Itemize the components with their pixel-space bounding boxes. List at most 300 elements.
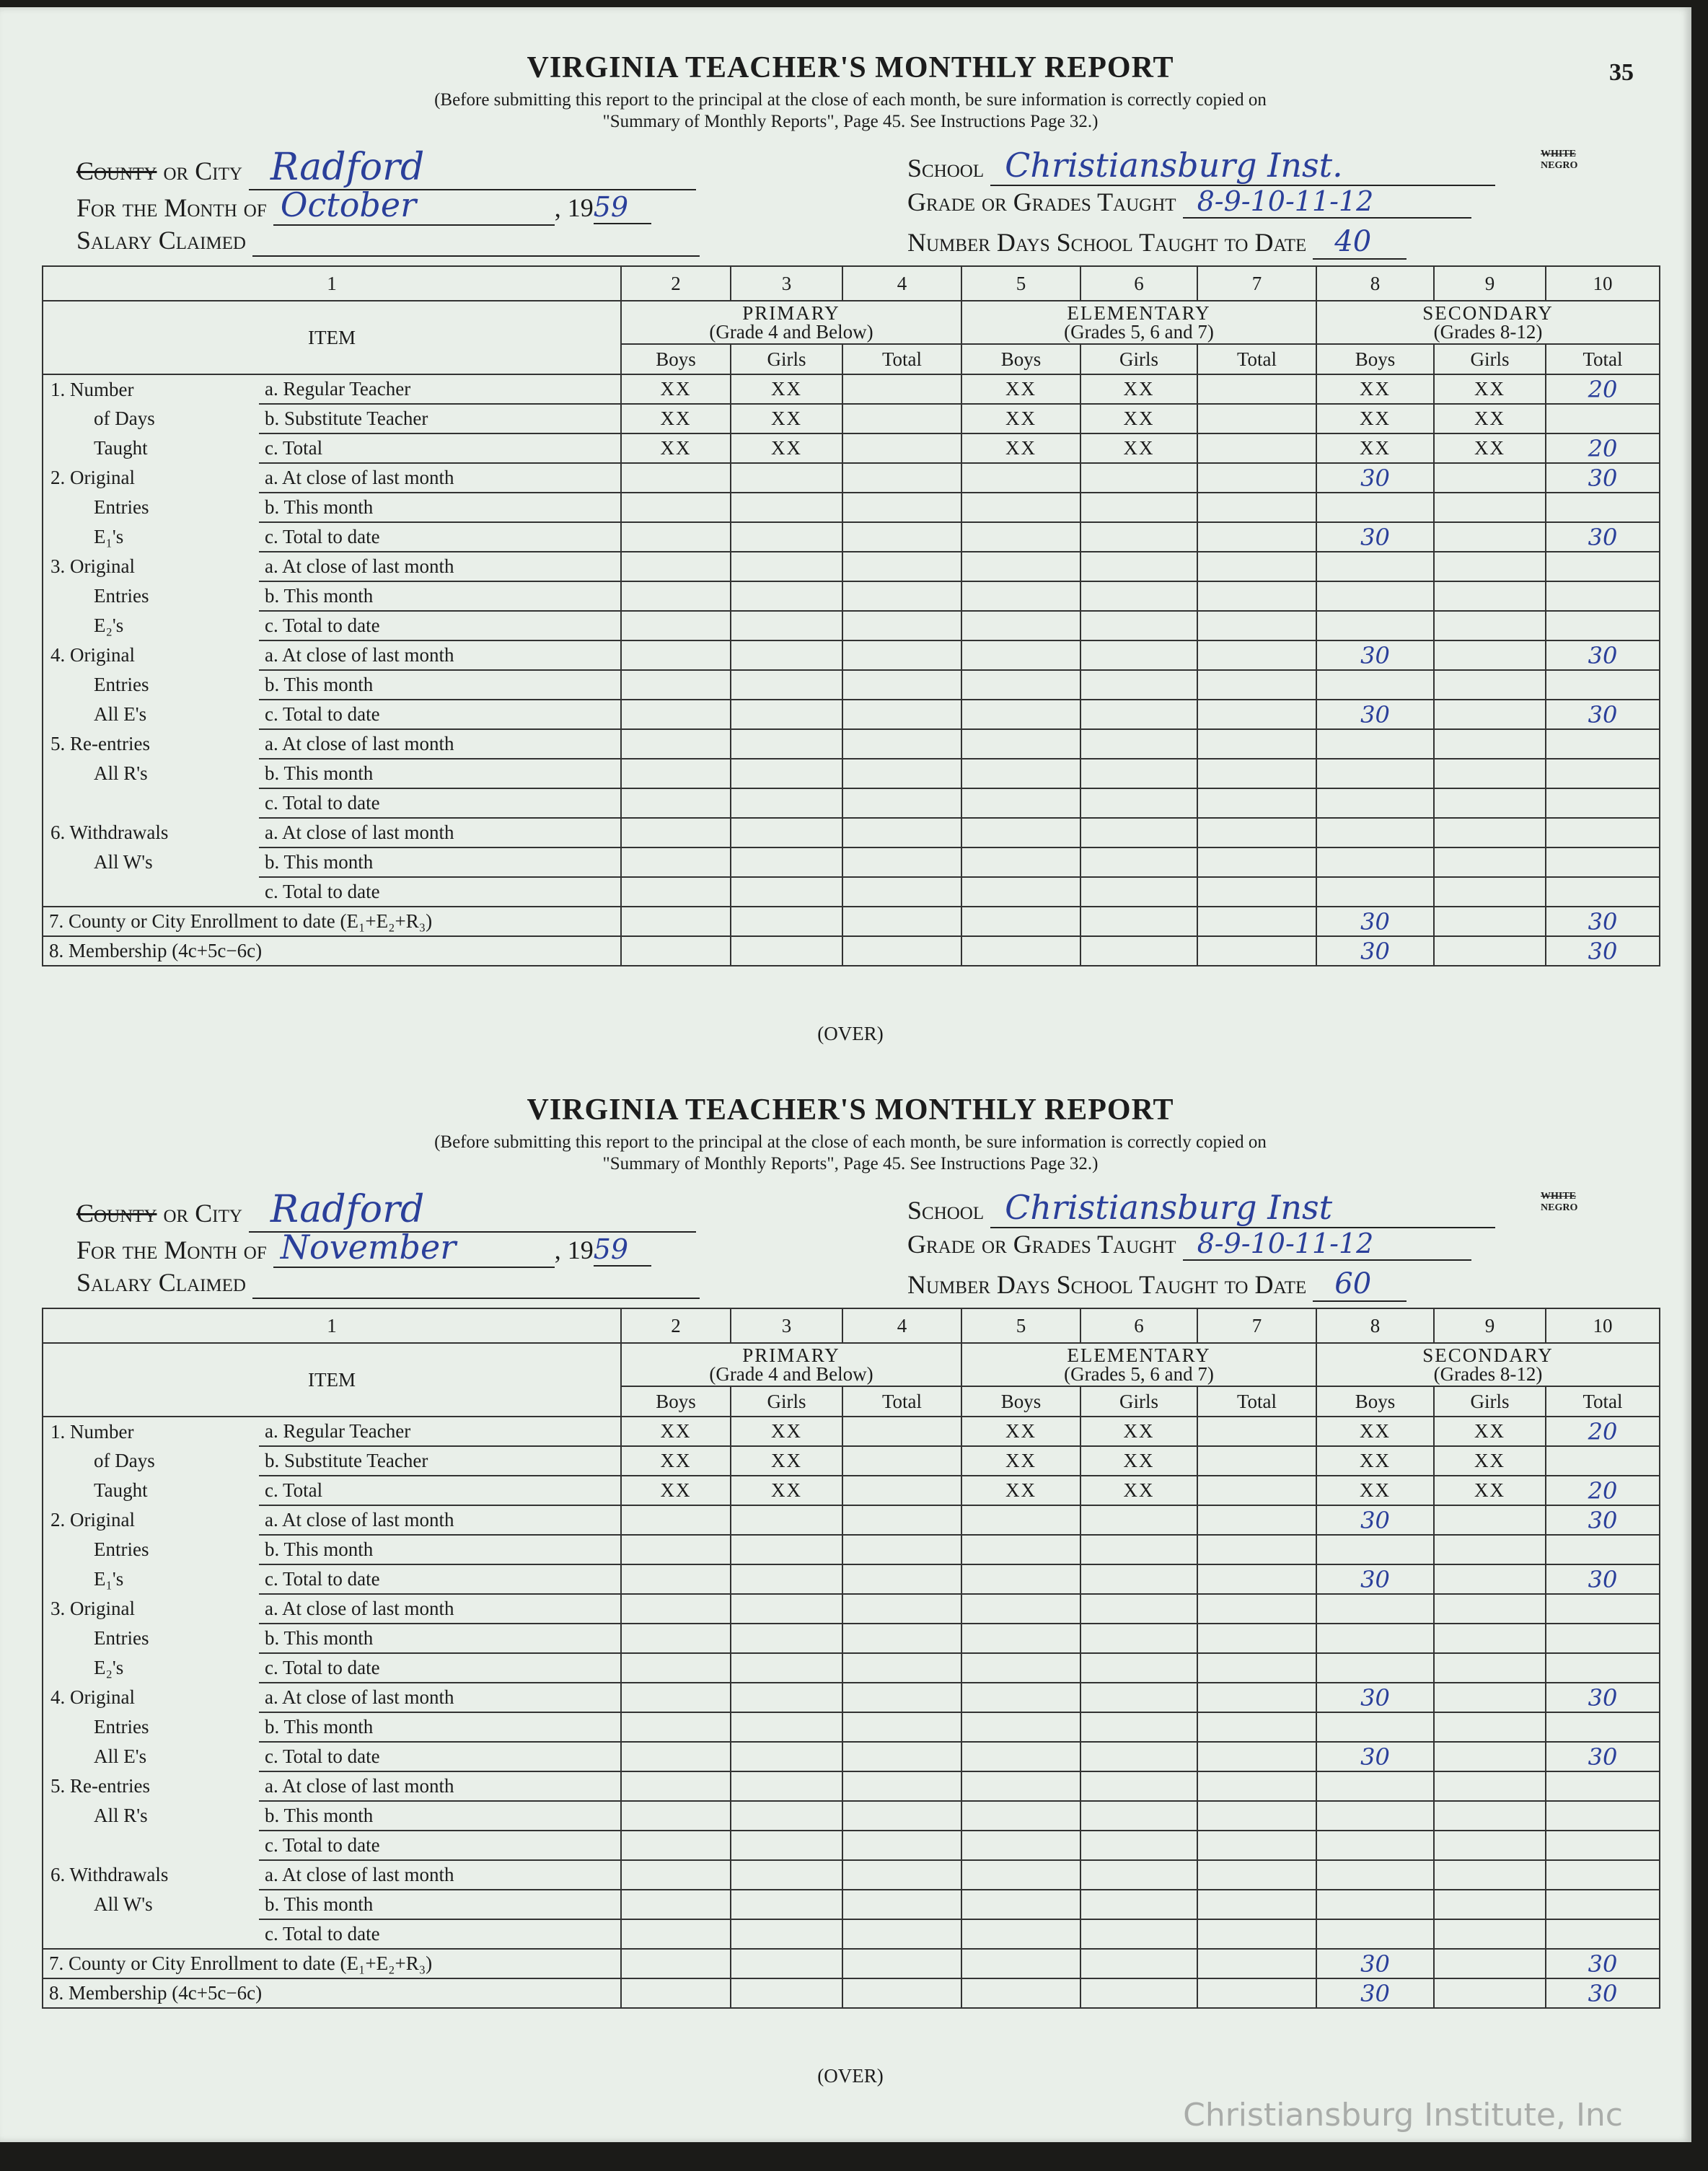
table-cell[interactable] — [731, 1978, 842, 2008]
table-cell[interactable]: 30 — [1316, 700, 1434, 729]
table-cell[interactable] — [1197, 1476, 1316, 1505]
table-cell[interactable] — [1546, 1446, 1660, 1476]
table-cell[interactable] — [842, 1742, 961, 1771]
table-cell[interactable]: 30 — [1546, 1505, 1660, 1535]
table-cell[interactable] — [842, 907, 961, 936]
table-cell[interactable] — [1080, 1831, 1197, 1860]
table-cell[interactable] — [731, 1890, 842, 1919]
table-cell[interactable] — [842, 1949, 961, 1978]
table-cell[interactable] — [1434, 670, 1546, 700]
table-cell[interactable] — [1080, 1712, 1197, 1742]
table-cell[interactable] — [842, 1594, 961, 1624]
table-cell[interactable] — [842, 1564, 961, 1594]
table-cell[interactable] — [1434, 611, 1546, 640]
table-cell[interactable] — [621, 670, 731, 700]
table-cell[interactable] — [1434, 1564, 1546, 1594]
table-cell[interactable]: 30 — [1316, 1978, 1434, 2008]
table-cell[interactable] — [842, 581, 961, 611]
table-cell[interactable] — [961, 1712, 1080, 1742]
table-cell[interactable]: 30 — [1546, 1683, 1660, 1712]
table-cell[interactable] — [1197, 433, 1316, 463]
table-cell[interactable] — [731, 552, 842, 581]
table-cell[interactable]: XX — [621, 374, 731, 404]
table-cell[interactable] — [731, 788, 842, 818]
table-cell[interactable] — [731, 759, 842, 788]
table-cell[interactable] — [842, 1771, 961, 1801]
table-cell[interactable]: XX — [1080, 1476, 1197, 1505]
table-cell[interactable] — [621, 1505, 731, 1535]
table-cell[interactable] — [731, 1860, 842, 1890]
table-cell[interactable] — [1434, 1949, 1546, 1978]
table-cell[interactable]: XX — [621, 1417, 731, 1446]
table-cell[interactable] — [1546, 1890, 1660, 1919]
table-cell[interactable] — [1316, 1801, 1434, 1831]
table-cell[interactable] — [1197, 1890, 1316, 1919]
table-cell[interactable] — [1546, 611, 1660, 640]
table-cell[interactable] — [1197, 1624, 1316, 1653]
table-cell[interactable] — [1197, 1742, 1316, 1771]
table-cell[interactable] — [1546, 847, 1660, 877]
table-cell[interactable] — [842, 552, 961, 581]
table-cell[interactable] — [1197, 404, 1316, 433]
table-cell[interactable] — [621, 936, 731, 966]
table-cell[interactable] — [731, 729, 842, 759]
table-cell[interactable] — [731, 463, 842, 493]
table-cell[interactable]: XX — [731, 433, 842, 463]
table-cell[interactable] — [1080, 907, 1197, 936]
table-cell[interactable] — [1080, 611, 1197, 640]
table-cell[interactable]: XX — [961, 1476, 1080, 1505]
table-cell[interactable] — [842, 640, 961, 670]
table-cell[interactable]: 30 — [1316, 1742, 1434, 1771]
table-cell[interactable] — [731, 611, 842, 640]
table-cell[interactable] — [731, 1831, 842, 1860]
table-cell[interactable]: XX — [1316, 1446, 1434, 1476]
table-cell[interactable] — [1080, 936, 1197, 966]
table-cell[interactable] — [842, 1801, 961, 1831]
table-cell[interactable] — [842, 877, 961, 907]
table-cell[interactable] — [842, 1476, 961, 1505]
table-cell[interactable] — [621, 1978, 731, 2008]
table-cell[interactable] — [621, 611, 731, 640]
table-cell[interactable] — [1316, 1860, 1434, 1890]
table-cell[interactable] — [842, 1446, 961, 1476]
table-cell[interactable] — [1080, 1535, 1197, 1564]
table-cell[interactable] — [621, 1801, 731, 1831]
table-cell[interactable] — [1434, 936, 1546, 966]
table-cell[interactable]: XX — [1080, 374, 1197, 404]
table-cell[interactable]: XX — [961, 404, 1080, 433]
table-cell[interactable] — [621, 640, 731, 670]
table-cell[interactable]: 30 — [1546, 907, 1660, 936]
table-cell[interactable] — [1434, 1860, 1546, 1890]
table-cell[interactable] — [961, 581, 1080, 611]
table-cell[interactable] — [621, 1860, 731, 1890]
table-cell[interactable] — [1546, 1860, 1660, 1890]
table-cell[interactable] — [1197, 611, 1316, 640]
table-cell[interactable] — [621, 581, 731, 611]
table-cell[interactable] — [1080, 729, 1197, 759]
table-cell[interactable] — [961, 936, 1080, 966]
table-cell[interactable] — [842, 1831, 961, 1860]
table-cell[interactable] — [1546, 729, 1660, 759]
table-cell[interactable] — [1434, 463, 1546, 493]
table-cell[interactable] — [961, 1594, 1080, 1624]
table-cell[interactable]: XX — [1434, 1446, 1546, 1476]
table-cell[interactable] — [731, 847, 842, 877]
table-cell[interactable] — [621, 1742, 731, 1771]
table-cell[interactable]: XX — [1434, 1417, 1546, 1446]
table-cell[interactable] — [842, 404, 961, 433]
table-cell[interactable] — [1197, 1446, 1316, 1476]
table-cell[interactable]: 30 — [1546, 1949, 1660, 1978]
table-cell[interactable] — [1546, 1594, 1660, 1624]
table-cell[interactable] — [1197, 1417, 1316, 1446]
table-cell[interactable] — [961, 1535, 1080, 1564]
table-cell[interactable] — [1197, 1801, 1316, 1831]
table-cell[interactable] — [1080, 818, 1197, 847]
table-cell[interactable] — [1080, 493, 1197, 522]
table-cell[interactable] — [731, 700, 842, 729]
table-cell[interactable] — [842, 936, 961, 966]
table-cell[interactable]: 30 — [1546, 522, 1660, 552]
table-cell[interactable] — [1434, 847, 1546, 877]
table-cell[interactable] — [1434, 552, 1546, 581]
table-cell[interactable] — [1546, 493, 1660, 522]
table-cell[interactable] — [1546, 1712, 1660, 1742]
table-cell[interactable] — [731, 670, 842, 700]
table-cell[interactable] — [621, 1890, 731, 1919]
table-cell[interactable]: XX — [621, 404, 731, 433]
table-cell[interactable] — [621, 1564, 731, 1594]
table-cell[interactable]: 30 — [1316, 1949, 1434, 1978]
table-cell[interactable]: 30 — [1316, 640, 1434, 670]
table-cell[interactable] — [621, 1919, 731, 1949]
table-cell[interactable] — [621, 1535, 731, 1564]
table-cell[interactable] — [961, 552, 1080, 581]
table-cell[interactable] — [1197, 1919, 1316, 1949]
table-cell[interactable] — [961, 611, 1080, 640]
table-cell[interactable]: XX — [1316, 374, 1434, 404]
table-cell[interactable] — [1197, 1978, 1316, 2008]
table-cell[interactable] — [1197, 759, 1316, 788]
table-cell[interactable] — [1080, 1742, 1197, 1771]
table-cell[interactable] — [1434, 1831, 1546, 1860]
table-cell[interactable] — [1434, 1505, 1546, 1535]
table-cell[interactable] — [1080, 1564, 1197, 1594]
table-cell[interactable] — [961, 1624, 1080, 1653]
table-cell[interactable]: 20 — [1546, 1417, 1660, 1446]
table-cell[interactable] — [621, 818, 731, 847]
table-cell[interactable] — [842, 374, 961, 404]
table-cell[interactable] — [1546, 581, 1660, 611]
table-cell[interactable] — [1546, 877, 1660, 907]
table-cell[interactable] — [1080, 759, 1197, 788]
table-cell[interactable]: XX — [1434, 374, 1546, 404]
table-cell[interactable] — [731, 493, 842, 522]
table-cell[interactable]: XX — [961, 1446, 1080, 1476]
table-cell[interactable] — [961, 1683, 1080, 1712]
table-cell[interactable]: XX — [1080, 404, 1197, 433]
table-cell[interactable] — [961, 907, 1080, 936]
table-cell[interactable] — [1080, 1919, 1197, 1949]
table-cell[interactable] — [1316, 847, 1434, 877]
table-cell[interactable]: XX — [731, 1446, 842, 1476]
table-cell[interactable] — [1197, 847, 1316, 877]
table-cell[interactable] — [1197, 463, 1316, 493]
table-cell[interactable] — [731, 522, 842, 552]
table-cell[interactable] — [1080, 700, 1197, 729]
table-cell[interactable] — [1197, 700, 1316, 729]
table-cell[interactable] — [842, 729, 961, 759]
table-cell[interactable] — [1434, 877, 1546, 907]
table-cell[interactable] — [961, 1505, 1080, 1535]
table-cell[interactable]: XX — [1434, 404, 1546, 433]
table-cell[interactable] — [1197, 1564, 1316, 1594]
table-cell[interactable]: XX — [731, 1417, 842, 1446]
table-cell[interactable]: 30 — [1546, 463, 1660, 493]
table-cell[interactable] — [621, 552, 731, 581]
table-cell[interactable]: XX — [1434, 1476, 1546, 1505]
table-cell[interactable]: XX — [731, 1476, 842, 1505]
table-cell[interactable]: XX — [621, 1446, 731, 1476]
table-cell[interactable] — [961, 759, 1080, 788]
table-cell[interactable] — [621, 877, 731, 907]
table-cell[interactable] — [621, 1653, 731, 1683]
table-cell[interactable] — [731, 877, 842, 907]
table-cell[interactable] — [1080, 1978, 1197, 2008]
table-cell[interactable] — [731, 1683, 842, 1712]
table-cell[interactable] — [961, 847, 1080, 877]
table-cell[interactable] — [842, 463, 961, 493]
table-cell[interactable] — [1197, 1831, 1316, 1860]
table-cell[interactable] — [961, 729, 1080, 759]
table-cell[interactable]: XX — [1080, 1417, 1197, 1446]
table-cell[interactable]: XX — [731, 374, 842, 404]
table-cell[interactable] — [1197, 1949, 1316, 1978]
table-cell[interactable] — [961, 1831, 1080, 1860]
table-cell[interactable] — [1197, 818, 1316, 847]
table-cell[interactable] — [1080, 522, 1197, 552]
table-cell[interactable] — [1080, 1653, 1197, 1683]
table-cell[interactable] — [1316, 818, 1434, 847]
table-cell[interactable] — [1197, 1653, 1316, 1683]
table-cell[interactable] — [1080, 1594, 1197, 1624]
table-cell[interactable] — [961, 1890, 1080, 1919]
table-cell[interactable] — [1197, 552, 1316, 581]
table-cell[interactable] — [961, 1653, 1080, 1683]
table-cell[interactable] — [731, 1919, 842, 1949]
table-cell[interactable] — [842, 1535, 961, 1564]
table-cell[interactable] — [1197, 1712, 1316, 1742]
table-cell[interactable]: XX — [731, 404, 842, 433]
table-cell[interactable]: 30 — [1546, 1564, 1660, 1594]
table-cell[interactable] — [1197, 1505, 1316, 1535]
table-cell[interactable] — [842, 493, 961, 522]
table-cell[interactable] — [961, 877, 1080, 907]
table-cell[interactable] — [621, 907, 731, 936]
table-cell[interactable] — [1434, 1594, 1546, 1624]
table-cell[interactable] — [621, 847, 731, 877]
table-cell[interactable] — [621, 1712, 731, 1742]
table-cell[interactable] — [1080, 1949, 1197, 1978]
table-cell[interactable] — [1197, 936, 1316, 966]
table-cell[interactable] — [1434, 907, 1546, 936]
table-cell[interactable] — [1316, 493, 1434, 522]
table-cell[interactable] — [1197, 493, 1316, 522]
table-cell[interactable] — [1080, 1771, 1197, 1801]
table-cell[interactable] — [731, 907, 842, 936]
table-cell[interactable] — [842, 700, 961, 729]
table-cell[interactable]: 30 — [1316, 1505, 1434, 1535]
table-cell[interactable] — [1546, 404, 1660, 433]
table-cell[interactable]: XX — [961, 374, 1080, 404]
table-cell[interactable] — [1434, 1535, 1546, 1564]
table-cell[interactable] — [1080, 1890, 1197, 1919]
table-cell[interactable] — [1546, 1919, 1660, 1949]
table-cell[interactable] — [621, 1594, 731, 1624]
table-cell[interactable] — [1434, 1712, 1546, 1742]
table-cell[interactable]: 30 — [1546, 1742, 1660, 1771]
table-cell[interactable] — [621, 522, 731, 552]
table-cell[interactable] — [1434, 1653, 1546, 1683]
table-cell[interactable] — [1316, 759, 1434, 788]
table-cell[interactable] — [1434, 522, 1546, 552]
table-cell[interactable]: 30 — [1316, 522, 1434, 552]
table-cell[interactable] — [731, 1535, 842, 1564]
table-cell[interactable] — [1080, 640, 1197, 670]
table-cell[interactable] — [961, 788, 1080, 818]
table-cell[interactable] — [621, 1771, 731, 1801]
table-cell[interactable]: 30 — [1546, 640, 1660, 670]
table-cell[interactable] — [731, 1712, 842, 1742]
table-cell[interactable]: XX — [1316, 1476, 1434, 1505]
table-cell[interactable]: XX — [1316, 1417, 1434, 1446]
table-cell[interactable] — [842, 1890, 961, 1919]
table-cell[interactable] — [1080, 1624, 1197, 1653]
table-cell[interactable] — [621, 788, 731, 818]
table-cell[interactable] — [731, 1653, 842, 1683]
table-cell[interactable] — [1197, 581, 1316, 611]
table-cell[interactable] — [961, 640, 1080, 670]
table-cell[interactable] — [731, 581, 842, 611]
table-cell[interactable] — [1434, 1890, 1546, 1919]
table-cell[interactable] — [1434, 788, 1546, 818]
table-cell[interactable] — [1316, 1771, 1434, 1801]
table-cell[interactable] — [731, 1742, 842, 1771]
table-cell[interactable] — [1197, 877, 1316, 907]
table-cell[interactable] — [961, 818, 1080, 847]
table-cell[interactable] — [1546, 1771, 1660, 1801]
table-cell[interactable] — [731, 936, 842, 966]
table-cell[interactable] — [842, 1978, 961, 2008]
table-cell[interactable]: XX — [1434, 433, 1546, 463]
table-cell[interactable] — [1546, 818, 1660, 847]
table-cell[interactable] — [621, 1683, 731, 1712]
table-cell[interactable] — [1197, 374, 1316, 404]
table-cell[interactable] — [621, 1831, 731, 1860]
table-cell[interactable] — [1197, 1771, 1316, 1801]
table-cell[interactable] — [961, 463, 1080, 493]
table-cell[interactable] — [1080, 463, 1197, 493]
table-cell[interactable] — [1080, 1505, 1197, 1535]
table-cell[interactable] — [621, 493, 731, 522]
table-cell[interactable] — [842, 611, 961, 640]
table-cell[interactable] — [1434, 493, 1546, 522]
table-cell[interactable] — [621, 1949, 731, 1978]
table-cell[interactable] — [961, 1949, 1080, 1978]
table-cell[interactable] — [961, 1742, 1080, 1771]
table-cell[interactable] — [1546, 1624, 1660, 1653]
table-cell[interactable] — [1546, 788, 1660, 818]
table-cell[interactable] — [1434, 729, 1546, 759]
table-cell[interactable] — [1316, 1535, 1434, 1564]
table-cell[interactable] — [1546, 1535, 1660, 1564]
table-cell[interactable] — [1197, 1594, 1316, 1624]
table-cell[interactable] — [621, 759, 731, 788]
table-cell[interactable] — [1197, 1860, 1316, 1890]
table-cell[interactable] — [1434, 1683, 1546, 1712]
table-cell[interactable]: XX — [621, 433, 731, 463]
table-cell[interactable] — [842, 759, 961, 788]
table-cell[interactable] — [1197, 907, 1316, 936]
table-cell[interactable]: XX — [961, 433, 1080, 463]
table-cell[interactable] — [1316, 581, 1434, 611]
table-cell[interactable] — [1197, 670, 1316, 700]
table-cell[interactable] — [1316, 1624, 1434, 1653]
table-cell[interactable] — [621, 1624, 731, 1653]
table-cell[interactable] — [1197, 729, 1316, 759]
table-cell[interactable] — [842, 847, 961, 877]
table-cell[interactable]: XX — [1316, 433, 1434, 463]
table-cell[interactable]: 30 — [1546, 700, 1660, 729]
table-cell[interactable] — [1197, 1683, 1316, 1712]
table-cell[interactable] — [621, 700, 731, 729]
table-cell[interactable] — [1080, 552, 1197, 581]
table-cell[interactable]: XX — [1080, 433, 1197, 463]
table-cell[interactable] — [1080, 847, 1197, 877]
table-cell[interactable] — [731, 1949, 842, 1978]
table-cell[interactable] — [731, 1624, 842, 1653]
table-cell[interactable] — [1434, 700, 1546, 729]
table-cell[interactable] — [731, 1801, 842, 1831]
table-cell[interactable] — [731, 818, 842, 847]
table-cell[interactable]: 20 — [1546, 374, 1660, 404]
table-cell[interactable] — [842, 1860, 961, 1890]
table-cell[interactable]: 30 — [1316, 936, 1434, 966]
table-cell[interactable] — [1316, 1712, 1434, 1742]
table-cell[interactable] — [842, 1505, 961, 1535]
table-cell[interactable] — [842, 522, 961, 552]
table-cell[interactable] — [961, 1978, 1080, 2008]
table-cell[interactable] — [961, 1564, 1080, 1594]
table-cell[interactable] — [1434, 1801, 1546, 1831]
table-cell[interactable]: 30 — [1316, 1564, 1434, 1594]
table-cell[interactable] — [961, 1801, 1080, 1831]
table-cell[interactable] — [842, 1653, 961, 1683]
table-cell[interactable]: 30 — [1546, 936, 1660, 966]
table-cell[interactable] — [1546, 670, 1660, 700]
table-cell[interactable] — [1316, 1594, 1434, 1624]
table-cell[interactable] — [842, 1624, 961, 1653]
table-cell[interactable] — [1434, 1624, 1546, 1653]
table-cell[interactable] — [1316, 1890, 1434, 1919]
table-cell[interactable] — [1316, 729, 1434, 759]
table-cell[interactable] — [961, 1860, 1080, 1890]
table-cell[interactable]: XX — [621, 1476, 731, 1505]
table-cell[interactable] — [1316, 788, 1434, 818]
table-cell[interactable]: 30 — [1316, 1683, 1434, 1712]
